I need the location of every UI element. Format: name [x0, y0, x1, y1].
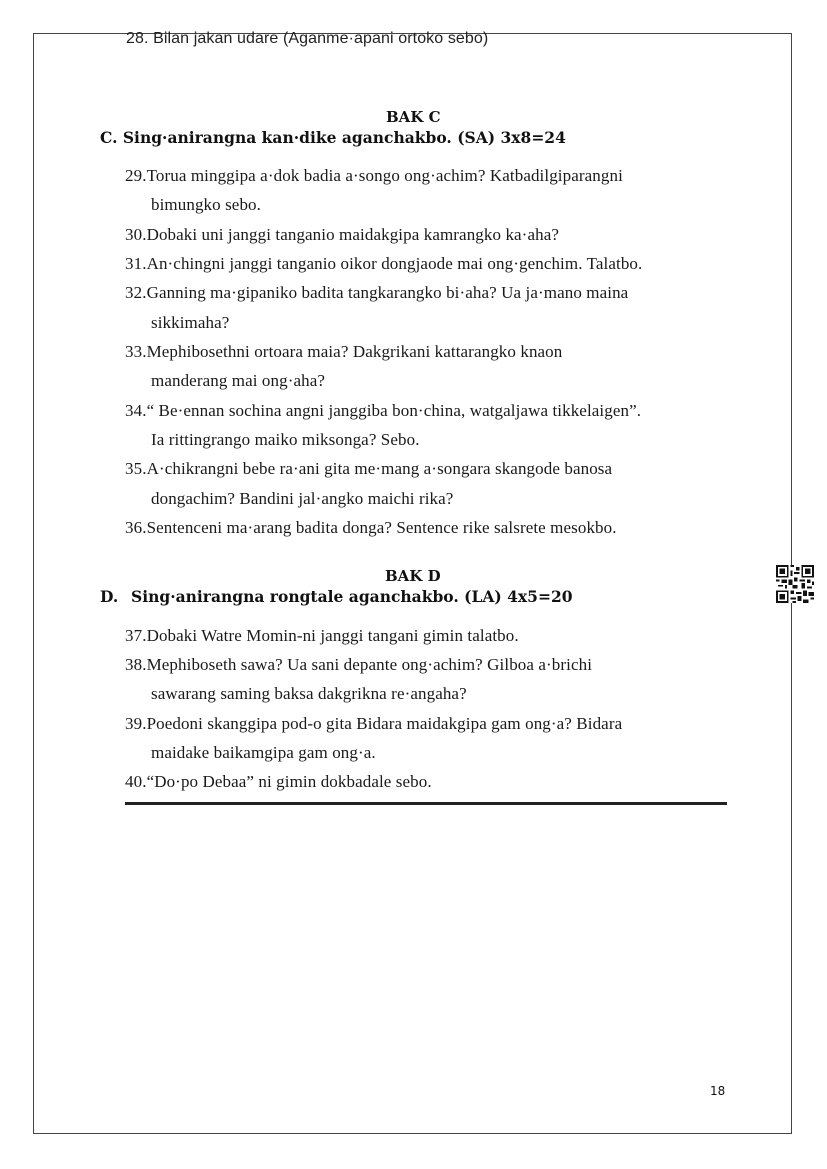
- section-d-heading: BAK D: [385, 567, 441, 585]
- question-29: 29.Torua minggipa a·dok badia a·songo ong·achim? Katbadilgiparangni: [125, 166, 623, 185]
- question-30: 30.Dobaki uni janggi tanganio maidakgipa kamrangko ka·aha?: [125, 225, 559, 244]
- question-31: 31.An·chingni janggi tanganio oikor dongjaode mai ong·genchim. Talatbo.: [125, 254, 643, 273]
- question-33: 33.Mephibosethni ortoara maia? Dakgrikani kattarangko knaon: [125, 342, 563, 361]
- question-39-cont: maidake baikamgipa gam ong·a.: [151, 743, 376, 762]
- question-38-cont: sawarang saming baksa dakgrikna re·angaha?: [151, 684, 467, 703]
- question-32: 32.Ganning ma·gipaniko badita tangkarangko bi·aha? Ua ja·mano maina: [125, 283, 629, 302]
- section-d-title: Sing·anirangna rongtale aganchakbo. (LA) 4x5=20: [131, 587, 573, 606]
- question-34-cont: Ia rittingrango maiko miksonga? Sebo.: [151, 430, 420, 449]
- question-33-cont: manderang mai ong·aha?: [151, 371, 326, 390]
- question-39: 39.Poedoni skanggipa pod-o gita Bidara maidakgipa gam ong·a? Bidara: [125, 714, 623, 733]
- section-c-title: C. Sing·anirangna kan·dike aganchakbo. (SA) 3x8=24: [100, 128, 566, 147]
- question-35: 35.A·chikrangni bebe ra·ani gita me·mang a·songara skangode banosa: [125, 459, 613, 478]
- question-34: 34.“ Be·ennan sochina angni janggiba bon·china, watgaljawa tikkelaigen”.: [125, 401, 642, 420]
- section-d-letter: D.: [100, 587, 119, 606]
- question-28: 28. Bilan jakan udare (Aganme·apani ortoko sebo): [126, 30, 489, 47]
- question-38: 38.Mephiboseth sawa? Ua sani depante ong·achim? Gilboa a·brichi: [125, 655, 593, 674]
- question-36: 36.Sentenceni ma·arang badita donga? Sentence rike salsrete mesokbo.: [125, 518, 617, 537]
- section-c-heading: BAK C: [386, 108, 441, 126]
- question-37: 37.Dobaki Watre Momin-ni janggi tangani gimin talatbo.: [125, 626, 519, 645]
- question-32-cont: sikkimaha?: [151, 313, 230, 332]
- end-rule: [125, 802, 727, 805]
- question-35-cont: dongachim? Bandini jal·angko maichi rika?: [151, 489, 454, 508]
- question-40: 40.“Do·po Debaa” ni gimin dokbadale sebo.: [125, 772, 432, 791]
- question-29-cont: bimungko sebo.: [151, 195, 262, 214]
- page-number: 18: [710, 1084, 726, 1098]
- qr-code-icon: [776, 565, 814, 603]
